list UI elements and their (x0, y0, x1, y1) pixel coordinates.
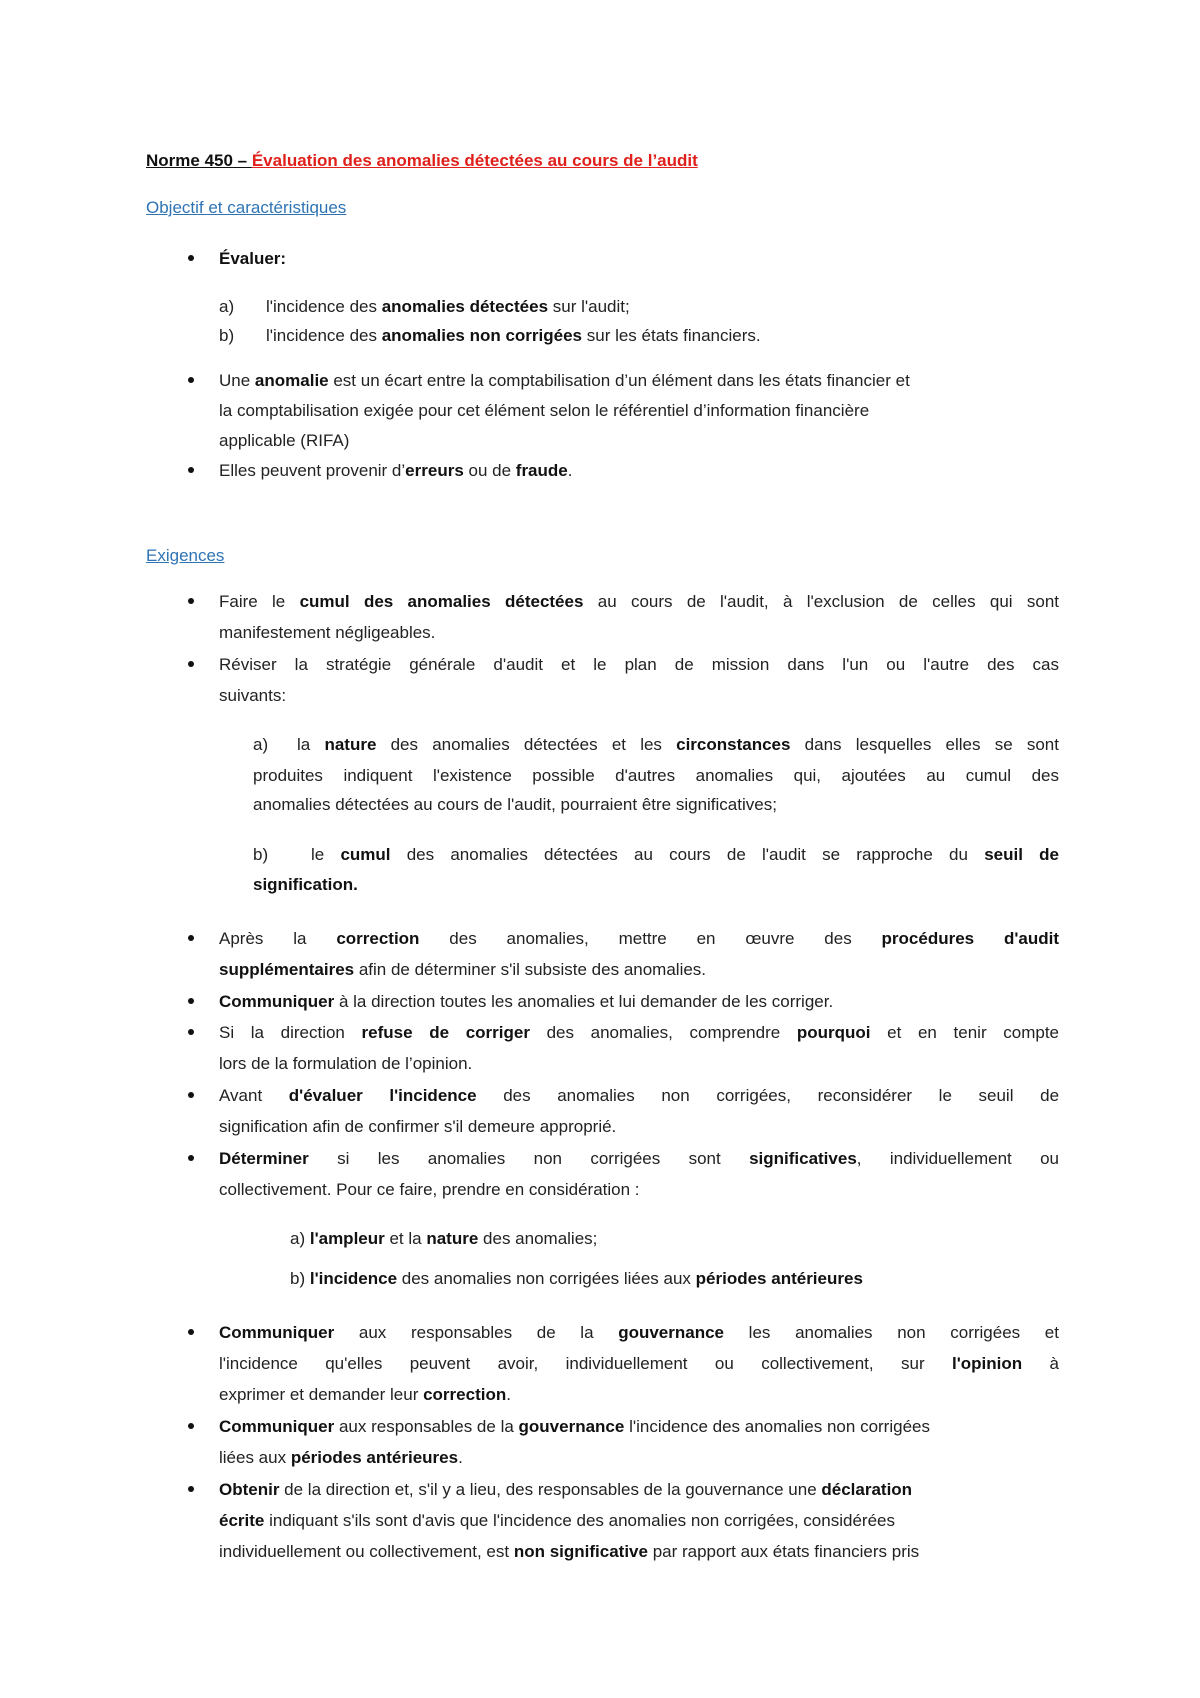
list-item-line: individuellement ou collectivement, est non significative par rapport aux états financiers pris (219, 1542, 920, 1561)
sub-item: la nature des anomalies détectées et les circonstances dans lesquelles elles se sont (297, 735, 1059, 754)
section-heading-objectif: Objectif et caractéristiques (146, 198, 347, 217)
sub-item: a) l'ampleur et la nature des anomalies; (290, 1229, 598, 1248)
list-item: Évaluer: (219, 249, 287, 268)
list-item: Réviser la stratégie générale d'audit et le plan de mission dans l'un ou l'autre des cas (219, 655, 1059, 674)
sub-item-line: produites indiquent l'existence possible d'autres anomalies qui, ajoutées au cumul des (253, 766, 1059, 785)
bullet-dot (188, 661, 194, 667)
list-item: Déterminer si les anomalies non corrigées sont significatives, individuellement ou (219, 1149, 1059, 1168)
list-item: Si la direction refuse de corriger des anomalies, comprendre pourquoi et en tenir compte (219, 1023, 1059, 1042)
list-item-line: la comptabilisation exigée pour cet élément selon le référentiel d’information financière (219, 401, 870, 420)
list-item-line: liées aux périodes antérieures. (219, 1448, 463, 1467)
bullet-dot (188, 255, 194, 261)
sub-item: b) l'incidence des anomalies non corrigées liées aux périodes antérieures (290, 1269, 863, 1288)
list-item-line: applicable (RIFA) (219, 431, 350, 450)
bullet-dot (188, 1486, 194, 1492)
sub-item-line: signification. (253, 875, 358, 894)
sub-item: l'incidence des anomalies détectées sur l'audit; (266, 297, 630, 316)
list-item: Avant d'évaluer l'incidence des anomalies non corrigées, reconsidérer le seuil de (219, 1086, 1060, 1105)
bullet-dot (188, 998, 194, 1004)
bullet-dot (188, 598, 194, 604)
sub-item: le cumul des anomalies détectées au cours de l'audit se rapproche du seuil de (311, 845, 1059, 864)
title-prefix: Norme 450 – (146, 151, 252, 170)
bullet-dot (188, 377, 194, 383)
list-item: Obtenir de la direction et, s'il y a lieu, des responsables de la gouvernance une déclaration (219, 1480, 913, 1499)
bullet-dot (188, 467, 194, 473)
list-item-line: exprimer et demander leur correction. (219, 1385, 511, 1404)
bullet-dot (188, 1329, 194, 1335)
list-item-line: lors de la formulation de l’opinion. (219, 1054, 473, 1073)
bullet-dot (188, 1092, 194, 1098)
sub-item-marker: b) (219, 326, 235, 345)
sub-item-line: anomalies détectées au cours de l'audit, pourraient être significatives; (253, 795, 777, 814)
list-item-line: manifestement négligeables. (219, 623, 436, 642)
list-item-line: signification afin de confirmer s'il demeure approprié. (219, 1117, 617, 1136)
list-item-line: l'incidence qu'elles peuvent avoir, individuellement ou collectivement, sur l'opinion à (219, 1354, 1059, 1373)
section-heading-exigences: Exigences (146, 546, 225, 565)
list-item-line: supplémentaires afin de déterminer s'il subsiste des anomalies. (219, 960, 707, 979)
list-item: Faire le cumul des anomalies détectées au cours de l'audit, à l'exclusion de celles qui sont (219, 592, 1059, 611)
sub-item-marker: a) (253, 735, 269, 754)
list-item: Elles peuvent provenir d’erreurs ou de fraude. (219, 461, 573, 480)
sub-item-marker: a) (219, 297, 235, 316)
title-main: Évaluation des anomalies détectées au cours de l’audit (251, 151, 698, 170)
list-item-line: écrite indiquant s'ils sont d'avis que l'incidence des anomalies non corrigées, considérées (219, 1511, 895, 1530)
list-item: Communiquer aux responsables de la gouvernance l'incidence des anomalies non corrigées (219, 1417, 930, 1436)
sub-item-marker: b) (253, 845, 269, 864)
page-title (146, 150, 698, 172)
list-item: Communiquer aux responsables de la gouvernance les anomalies non corrigées et (219, 1323, 1059, 1342)
list-item-line: suivants: (219, 686, 287, 705)
list-item: Après la correction des anomalies, mettre en œuvre des procédures d'audit (219, 929, 1059, 948)
bullet-dot (188, 1155, 194, 1161)
list-item-line: collectivement. Pour ce faire, prendre en considération : (219, 1180, 640, 1199)
bullet-dot (188, 1423, 194, 1429)
sub-item: l'incidence des anomalies non corrigées sur les états financiers. (266, 326, 761, 345)
bullet-dot (188, 935, 194, 941)
list-item: Communiquer à la direction toutes les anomalies et lui demander de les corriger. (219, 992, 834, 1011)
list-item: Une anomalie est un écart entre la comptabilisation d’un élément dans les états financier et (219, 371, 910, 390)
bullet-dot (188, 1029, 194, 1035)
